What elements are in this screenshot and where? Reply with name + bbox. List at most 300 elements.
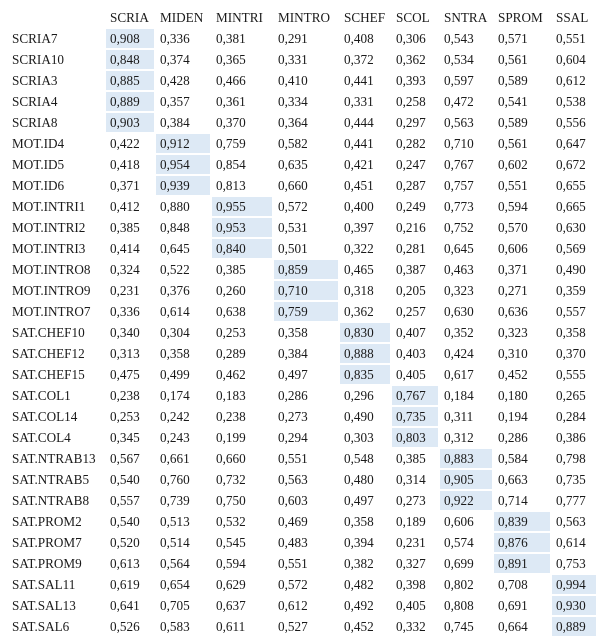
row-label: SAT.NTRAB5 [12, 471, 90, 487]
loading-cell: 0,735 [556, 471, 586, 487]
loading-cell: 0,418 [110, 156, 140, 172]
loading-cell: 0,753 [556, 555, 586, 571]
loading-cell: 0,271 [498, 282, 528, 298]
loading-cell: 0,332 [396, 618, 426, 634]
loading-cell: 0,407 [396, 324, 426, 340]
highlighted-loading-cell: 0,710 [274, 281, 338, 300]
loading-cell: 0,370 [216, 114, 246, 130]
loading-cell: 0,323 [498, 324, 528, 340]
loading-cell: 0,466 [216, 72, 246, 88]
loading-cell: 0,189 [396, 513, 426, 529]
loading-cell: 0,597 [444, 72, 474, 88]
column-header-miden: MIDEN [160, 9, 204, 25]
loading-cell: 0,638 [216, 303, 246, 319]
column-header-ssal: SSAL [556, 9, 589, 25]
table-row [10, 491, 596, 510]
highlighted-loading-cell: 0,840 [212, 239, 272, 258]
loading-cell: 0,314 [396, 471, 426, 487]
loading-cell: 0,480 [344, 471, 374, 487]
loading-cell: 0,303 [344, 429, 374, 445]
table-row [10, 134, 596, 153]
loading-cell: 0,551 [556, 30, 586, 46]
loading-cell: 0,635 [278, 156, 308, 172]
loading-cell: 0,273 [396, 492, 426, 508]
loading-cell: 0,522 [160, 261, 190, 277]
row-label: SAT.NTRAB13 [12, 450, 96, 466]
table-row [10, 470, 596, 489]
row-label: SAT.PROM7 [12, 534, 82, 550]
loading-cell: 0,551 [278, 555, 308, 571]
loading-cell: 0,412 [110, 198, 140, 214]
loading-cell: 0,563 [444, 114, 474, 130]
table-row [10, 155, 596, 174]
highlighted-loading-cell: 0,905 [440, 470, 492, 489]
table-row [10, 71, 596, 90]
row-label: MOT.INTRO9 [12, 282, 91, 298]
loading-cell: 0,258 [396, 93, 426, 109]
row-label: SAT.CHEF12 [12, 345, 85, 361]
row-label: SAT.CHEF15 [12, 366, 85, 382]
table-row [10, 281, 596, 300]
loading-cell: 0,397 [344, 219, 374, 235]
loading-cell: 0,654 [160, 576, 190, 592]
loading-cell: 0,551 [278, 450, 308, 466]
highlighted-loading-cell: 0,735 [392, 407, 438, 426]
loading-cell: 0,757 [444, 177, 474, 193]
row-label: MOT.ID6 [12, 177, 65, 193]
loading-cell: 0,541 [498, 93, 528, 109]
loading-cell: 0,180 [498, 387, 528, 403]
loading-cell: 0,340 [110, 324, 140, 340]
loading-cell: 0,387 [396, 261, 426, 277]
loading-cell: 0,398 [396, 576, 426, 592]
loading-cell: 0,532 [216, 513, 246, 529]
loading-cell: 0,452 [344, 618, 374, 634]
loading-cell: 0,767 [444, 156, 474, 172]
loading-cell: 0,611 [216, 618, 246, 634]
loading-cell: 0,732 [216, 471, 246, 487]
loading-cell: 0,750 [216, 492, 246, 508]
loading-cell: 0,463 [444, 261, 474, 277]
loading-cell: 0,428 [160, 72, 190, 88]
highlighted-loading-cell: 0,803 [392, 428, 438, 447]
loading-cell: 0,361 [216, 93, 246, 109]
loading-cell: 0,490 [344, 408, 374, 424]
loading-cell: 0,483 [278, 534, 308, 550]
loading-cell: 0,540 [110, 513, 140, 529]
highlighted-loading-cell: 0,759 [274, 302, 338, 321]
loading-cell: 0,854 [216, 156, 246, 172]
loading-cell: 0,501 [278, 240, 308, 256]
loading-cell: 0,286 [498, 429, 528, 445]
loading-cell: 0,336 [110, 303, 140, 319]
row-label: SAT.SAL13 [12, 597, 76, 613]
loading-cell: 0,630 [444, 303, 474, 319]
loading-cell: 0,472 [444, 93, 474, 109]
loading-cell: 0,242 [160, 408, 190, 424]
loading-cell: 0,362 [344, 303, 374, 319]
loading-cell: 0,216 [396, 219, 426, 235]
loading-cell: 0,555 [556, 366, 586, 382]
loading-cell: 0,645 [444, 240, 474, 256]
loading-cell: 0,358 [160, 345, 190, 361]
loading-cell: 0,880 [160, 198, 190, 214]
column-header-schef: SCHEF [344, 9, 386, 25]
loading-cell: 0,534 [444, 51, 474, 67]
loading-cell: 0,629 [216, 576, 246, 592]
highlighted-loading-cell: 0,994 [552, 575, 596, 594]
loading-cell: 0,405 [396, 597, 426, 613]
loading-cell: 0,582 [278, 135, 308, 151]
column-header-scol: SCOL [396, 9, 430, 25]
loading-cell: 0,813 [216, 177, 246, 193]
loading-cell: 0,286 [278, 387, 308, 403]
highlighted-loading-cell: 0,876 [494, 533, 550, 552]
row-label: SAT.NTRAB8 [12, 492, 90, 508]
loading-cell: 0,352 [444, 324, 474, 340]
loading-cell: 0,527 [278, 618, 308, 634]
loading-cell: 0,613 [110, 555, 140, 571]
loading-cell: 0,441 [344, 135, 374, 151]
row-label: SAT.COL14 [12, 408, 78, 424]
loading-cell: 0,636 [498, 303, 528, 319]
loading-cell: 0,564 [160, 555, 190, 571]
table-row [10, 113, 596, 132]
loading-cell: 0,273 [278, 408, 308, 424]
loading-cell: 0,556 [556, 114, 586, 130]
loading-cell: 0,385 [110, 219, 140, 235]
loading-cell: 0,848 [160, 219, 190, 235]
loading-cell: 0,561 [498, 135, 528, 151]
table-row [10, 512, 596, 531]
highlighted-loading-cell: 0,839 [494, 512, 550, 531]
loading-cell: 0,645 [160, 240, 190, 256]
loading-cell: 0,238 [216, 408, 246, 424]
loading-cell: 0,358 [278, 324, 308, 340]
row-label: SAT.SAL6 [12, 618, 70, 634]
loading-cell: 0,385 [396, 450, 426, 466]
table-row [10, 344, 596, 363]
loading-cell: 0,545 [216, 534, 246, 550]
loading-cell: 0,322 [344, 240, 374, 256]
highlighted-loading-cell: 0,830 [340, 323, 390, 342]
loading-cell: 0,655 [556, 177, 586, 193]
loading-cell: 0,531 [278, 219, 308, 235]
loading-cell: 0,247 [396, 156, 426, 172]
loading-cell: 0,253 [110, 408, 140, 424]
loading-cell: 0,557 [556, 303, 586, 319]
loading-cell: 0,345 [110, 429, 140, 445]
loading-cell: 0,710 [444, 135, 474, 151]
loading-cell: 0,612 [278, 597, 308, 613]
loading-cell: 0,551 [498, 177, 528, 193]
loading-cell: 0,452 [498, 366, 528, 382]
table-row [10, 176, 596, 195]
loading-cell: 0,374 [160, 51, 190, 67]
column-header-mintri: MINTRI [216, 9, 263, 25]
highlighted-loading-cell: 0,930 [552, 596, 596, 615]
loading-cell: 0,358 [344, 513, 374, 529]
loading-cell: 0,602 [498, 156, 528, 172]
table-row [10, 386, 596, 405]
loading-cell: 0,394 [344, 534, 374, 550]
row-label: SAT.PROM2 [12, 513, 82, 529]
highlighted-loading-cell: 0,889 [106, 92, 154, 111]
loading-cell: 0,572 [278, 576, 308, 592]
loading-cell: 0,336 [160, 30, 190, 46]
row-label: SAT.COL4 [12, 429, 71, 445]
column-header-scria: SCRIA [110, 9, 149, 25]
loading-cell: 0,569 [556, 240, 586, 256]
row-label: SAT.PROM9 [12, 555, 82, 571]
loading-cell: 0,514 [160, 534, 190, 550]
table-row [10, 533, 596, 552]
loading-cell: 0,381 [216, 30, 246, 46]
loading-cell: 0,327 [396, 555, 426, 571]
loading-cell: 0,386 [556, 429, 586, 445]
loading-cell: 0,444 [344, 114, 374, 130]
loading-cell: 0,324 [110, 261, 140, 277]
loading-cell: 0,231 [110, 282, 140, 298]
loading-cell: 0,174 [160, 387, 190, 403]
table-row [10, 239, 596, 258]
loading-cell: 0,540 [110, 471, 140, 487]
loading-cell: 0,739 [160, 492, 190, 508]
loading-cell: 0,422 [110, 135, 140, 151]
loading-cell: 0,265 [556, 387, 586, 403]
loading-cell: 0,647 [556, 135, 586, 151]
loading-cell: 0,384 [160, 114, 190, 130]
loading-cell: 0,708 [498, 576, 528, 592]
corner-cell [10, 8, 104, 27]
loading-cell: 0,304 [160, 324, 190, 340]
loading-cell: 0,672 [556, 156, 586, 172]
loading-cell: 0,284 [556, 408, 586, 424]
loading-cell: 0,205 [396, 282, 426, 298]
row-label: SAT.COL1 [12, 387, 71, 403]
loading-cell: 0,641 [110, 597, 140, 613]
loadings-table-container [0, 6, 613, 638]
loading-cell: 0,604 [556, 51, 586, 67]
loading-cell: 0,492 [344, 597, 374, 613]
loading-cell: 0,497 [278, 366, 308, 382]
loading-cell: 0,311 [444, 408, 474, 424]
loading-cell: 0,571 [498, 30, 528, 46]
row-label: MOT.INTRI3 [12, 240, 86, 256]
loading-cell: 0,294 [278, 429, 308, 445]
loading-cell: 0,614 [556, 534, 586, 550]
loading-cell: 0,370 [556, 345, 586, 361]
loading-cell: 0,612 [556, 72, 586, 88]
loading-cell: 0,584 [498, 450, 528, 466]
loading-cell: 0,243 [160, 429, 190, 445]
loading-cell: 0,808 [444, 597, 474, 613]
loading-cell: 0,424 [444, 345, 474, 361]
highlighted-loading-cell: 0,953 [212, 218, 272, 237]
loading-cell: 0,421 [344, 156, 374, 172]
loading-cell: 0,773 [444, 198, 474, 214]
loading-cell: 0,637 [216, 597, 246, 613]
loading-cell: 0,548 [344, 450, 374, 466]
loading-cell: 0,497 [344, 492, 374, 508]
loading-cell: 0,617 [444, 366, 474, 382]
row-label: SCRIA7 [12, 30, 58, 46]
loading-cell: 0,574 [444, 534, 474, 550]
loading-cell: 0,310 [498, 345, 528, 361]
loading-cell: 0,513 [160, 513, 190, 529]
loading-cell: 0,282 [396, 135, 426, 151]
loading-cell: 0,798 [556, 450, 586, 466]
loading-cell: 0,714 [498, 492, 528, 508]
highlighted-loading-cell: 0,848 [106, 50, 154, 69]
loading-cell: 0,365 [216, 51, 246, 67]
loading-cell: 0,382 [344, 555, 374, 571]
loading-cell: 0,663 [498, 471, 528, 487]
loading-cell: 0,362 [396, 51, 426, 67]
column-header-sprom: SPROM [498, 9, 543, 25]
loading-cell: 0,465 [344, 261, 374, 277]
loading-cell: 0,760 [160, 471, 190, 487]
loading-cell: 0,408 [344, 30, 374, 46]
table-row [10, 575, 596, 594]
loading-cell: 0,594 [216, 555, 246, 571]
loading-cell: 0,410 [278, 72, 308, 88]
table-row [10, 50, 596, 69]
header-row [10, 8, 596, 27]
table-row [10, 449, 596, 468]
highlighted-loading-cell: 0,939 [156, 176, 210, 195]
loading-cell: 0,606 [498, 240, 528, 256]
row-label: SCRIA8 [12, 114, 58, 130]
row-label: MOT.ID4 [12, 135, 65, 151]
row-label: MOT.INTRI1 [12, 198, 86, 214]
loading-cell: 0,752 [444, 219, 474, 235]
table-row [10, 197, 596, 216]
highlighted-loading-cell: 0,912 [156, 134, 210, 153]
loading-cell: 0,331 [278, 51, 308, 67]
table-row [10, 407, 596, 426]
highlighted-loading-cell: 0,903 [106, 113, 154, 132]
row-label: MOT.INTRI2 [12, 219, 86, 235]
loading-cell: 0,570 [498, 219, 528, 235]
loading-cell: 0,614 [160, 303, 190, 319]
row-label: SCRIA3 [12, 72, 58, 88]
loading-cell: 0,291 [278, 30, 308, 46]
loading-cell: 0,194 [498, 408, 528, 424]
loading-cell: 0,462 [216, 366, 246, 382]
loading-cell: 0,561 [498, 51, 528, 67]
loading-cell: 0,563 [278, 471, 308, 487]
table-row [10, 218, 596, 237]
loading-cell: 0,334 [278, 93, 308, 109]
loading-cell: 0,384 [278, 345, 308, 361]
loading-cell: 0,759 [216, 135, 246, 151]
highlighted-loading-cell: 0,835 [340, 365, 390, 384]
loading-cell: 0,287 [396, 177, 426, 193]
loading-cell: 0,520 [110, 534, 140, 550]
loading-cell: 0,371 [498, 261, 528, 277]
loading-cell: 0,441 [344, 72, 374, 88]
loading-cell: 0,567 [110, 450, 140, 466]
highlighted-loading-cell: 0,954 [156, 155, 210, 174]
loading-cell: 0,385 [216, 261, 246, 277]
loading-cell: 0,257 [396, 303, 426, 319]
table-row [10, 260, 596, 279]
loading-cell: 0,589 [498, 72, 528, 88]
row-label: MOT.ID5 [12, 156, 65, 172]
loading-cell: 0,603 [278, 492, 308, 508]
loading-cell: 0,606 [444, 513, 474, 529]
loading-cell: 0,371 [110, 177, 140, 193]
loading-cell: 0,281 [396, 240, 426, 256]
highlighted-loading-cell: 0,859 [274, 260, 338, 279]
loading-cell: 0,664 [498, 618, 528, 634]
loading-cell: 0,563 [556, 513, 586, 529]
loading-cell: 0,557 [110, 492, 140, 508]
loading-cell: 0,323 [444, 282, 474, 298]
loading-cell: 0,745 [444, 618, 474, 634]
loading-cell: 0,526 [110, 618, 140, 634]
loading-cell: 0,414 [110, 240, 140, 256]
loading-cell: 0,665 [556, 198, 586, 214]
table-row [10, 596, 596, 615]
highlighted-loading-cell: 0,883 [440, 449, 492, 468]
highlighted-loading-cell: 0,888 [340, 344, 390, 363]
loading-cell: 0,249 [396, 198, 426, 214]
highlighted-loading-cell: 0,955 [212, 197, 272, 216]
table-row [10, 617, 596, 636]
loading-cell: 0,691 [498, 597, 528, 613]
table-header [10, 8, 596, 27]
column-header-sntra: SNTRA [444, 9, 488, 25]
loading-cell: 0,297 [396, 114, 426, 130]
row-label: SCRIA4 [12, 93, 58, 109]
loading-cell: 0,184 [444, 387, 474, 403]
loading-cell: 0,253 [216, 324, 246, 340]
loading-cell: 0,260 [216, 282, 246, 298]
row-label: MOT.INTRO7 [12, 303, 91, 319]
highlighted-loading-cell: 0,891 [494, 554, 550, 573]
loading-cell: 0,238 [110, 387, 140, 403]
loading-cell: 0,296 [344, 387, 374, 403]
row-label: SAT.CHEF10 [12, 324, 85, 340]
loading-cell: 0,490 [556, 261, 586, 277]
loading-cell: 0,405 [396, 366, 426, 382]
loading-cell: 0,583 [160, 618, 190, 634]
loading-cell: 0,705 [160, 597, 190, 613]
loading-cell: 0,543 [444, 30, 474, 46]
table-row [10, 323, 596, 342]
table-row [10, 92, 596, 111]
row-label: SAT.SAL11 [12, 576, 76, 592]
loading-cell: 0,364 [278, 114, 308, 130]
table-body [10, 29, 596, 636]
loading-cell: 0,358 [556, 324, 586, 340]
highlighted-loading-cell: 0,767 [392, 386, 438, 405]
loading-cell: 0,469 [278, 513, 308, 529]
loading-cell: 0,312 [444, 429, 474, 445]
table-row [10, 554, 596, 573]
loadings-table [8, 6, 598, 638]
loading-cell: 0,630 [556, 219, 586, 235]
loading-cell: 0,802 [444, 576, 474, 592]
loading-cell: 0,777 [556, 492, 586, 508]
table-row [10, 428, 596, 447]
loading-cell: 0,183 [216, 387, 246, 403]
loading-cell: 0,393 [396, 72, 426, 88]
loading-cell: 0,318 [344, 282, 374, 298]
highlighted-loading-cell: 0,889 [552, 617, 596, 636]
